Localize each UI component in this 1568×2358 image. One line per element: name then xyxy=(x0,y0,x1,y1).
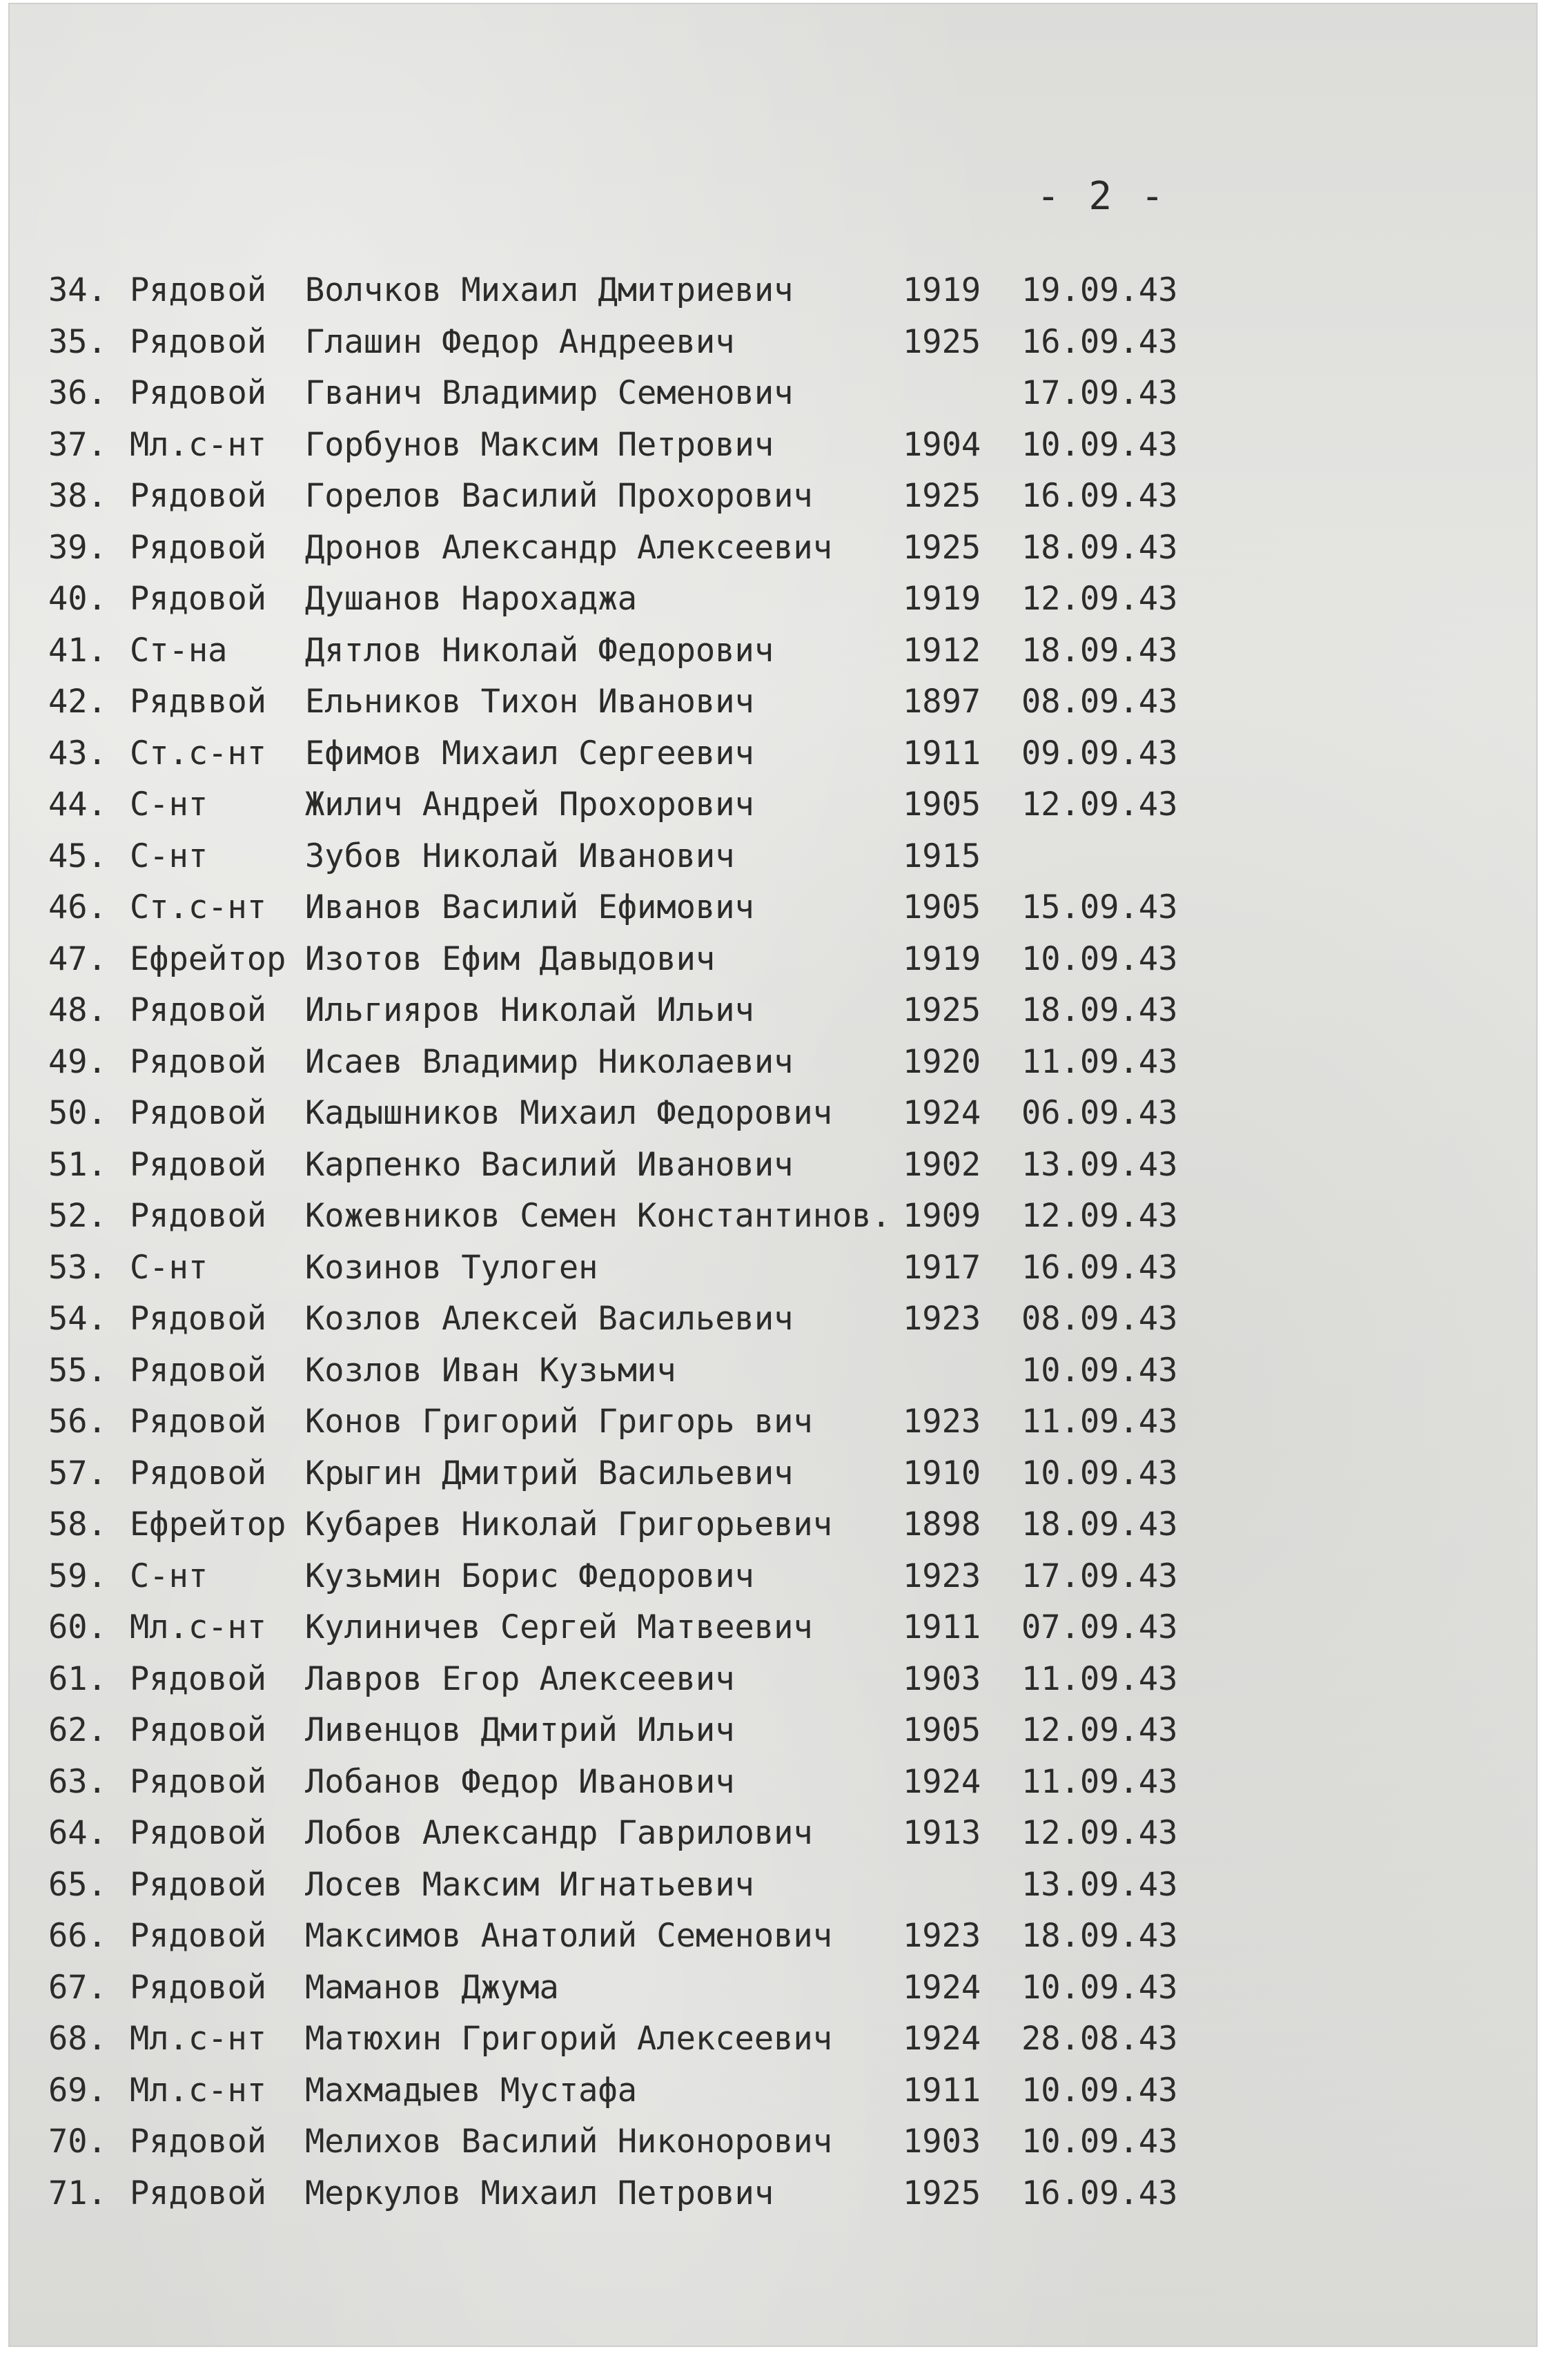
birth-year: 1925 xyxy=(903,528,981,567)
date: 10.09.43 xyxy=(1021,1968,1178,2007)
date: 12.09.43 xyxy=(1021,580,1178,618)
list-item xyxy=(48,1448,1532,1500)
rank: Ст.с-нт xyxy=(130,888,267,926)
document-page xyxy=(8,3,1538,2347)
rank: Мл.с-нт xyxy=(130,1608,267,1646)
full-name: Кулиничев Сергей Матвеевич xyxy=(305,1608,813,1646)
birth-year: 1905 xyxy=(903,786,981,824)
row-number: 56. xyxy=(48,1403,107,1441)
list-item xyxy=(48,1294,1532,1345)
birth-year: 1905 xyxy=(903,888,981,926)
list-item xyxy=(48,728,1532,780)
row-number: 53. xyxy=(48,1248,107,1287)
list-item xyxy=(48,1654,1532,1706)
date: 18.09.43 xyxy=(1021,1506,1178,1543)
birth-year: 1919 xyxy=(903,271,981,309)
full-name: Маманов Джума xyxy=(305,1968,559,2007)
rank: Ефрейтор xyxy=(130,1506,286,1543)
date: 10.09.43 xyxy=(1021,425,1178,464)
date: 11.09.43 xyxy=(1021,1762,1178,1801)
date: 17.09.43 xyxy=(1021,1557,1178,1595)
date: 10.09.43 xyxy=(1021,2071,1178,2109)
rank: Рядовой xyxy=(130,528,267,567)
rank: Рядввой xyxy=(130,683,267,721)
date: 28.08.43 xyxy=(1021,2020,1178,2058)
date: 17.09.43 xyxy=(1021,374,1178,412)
rank: Рядовой xyxy=(130,1917,267,1955)
rank: Рядовой xyxy=(130,1454,267,1492)
list-item xyxy=(48,1140,1532,1191)
full-name: Ливенцов Дмитрий Ильич xyxy=(305,1711,735,1749)
full-name: Козлов Алексей Васильевич xyxy=(305,1300,794,1338)
list-item xyxy=(48,1037,1532,1089)
row-number: 39. xyxy=(48,528,107,567)
row-number: 58. xyxy=(48,1506,107,1543)
date: 10.09.43 xyxy=(1021,939,1178,978)
date: 18.09.43 xyxy=(1021,528,1178,567)
list-item xyxy=(48,1962,1532,2014)
rank: Рядовой xyxy=(130,1968,267,2007)
list-item xyxy=(48,471,1532,523)
full-name: Максимов Анатолий Семенович xyxy=(305,1917,833,1955)
rank: Рядовой xyxy=(130,322,267,361)
rank: Рядовой xyxy=(130,1042,267,1081)
date: 08.09.43 xyxy=(1021,1300,1178,1338)
page-number: - 2 - xyxy=(1037,174,1167,219)
birth-year: 1897 xyxy=(903,683,981,721)
list-item xyxy=(48,1499,1532,1551)
full-name: Козинов Тулоген xyxy=(305,1248,598,1287)
date: 11.09.43 xyxy=(1021,1659,1178,1698)
full-name: Дронов Александр Алексеевич xyxy=(305,528,833,567)
birth-year: 1923 xyxy=(903,1917,981,1955)
row-number: 68. xyxy=(48,2020,107,2058)
row-number: 36. xyxy=(48,374,107,412)
row-number: 71. xyxy=(48,2174,107,2212)
row-number: 47. xyxy=(48,939,107,978)
date: 19.09.43 xyxy=(1021,271,1178,309)
full-name: Дятлов Николай Федорович xyxy=(305,631,774,670)
date: 16.09.43 xyxy=(1021,1248,1178,1287)
full-name: Мелихов Василий Никонорович xyxy=(305,2123,833,2161)
full-name: Волчков Михаил Дмитриевич xyxy=(305,271,794,309)
full-name: Лавров Егор Алексеевич xyxy=(305,1659,735,1698)
date: 12.09.43 xyxy=(1021,1711,1178,1749)
list-item xyxy=(48,1345,1532,1397)
birth-year: 1919 xyxy=(903,939,981,978)
list-item xyxy=(48,676,1532,728)
date: 09.09.43 xyxy=(1021,734,1178,772)
row-number: 38. xyxy=(48,477,107,515)
list-item xyxy=(48,1243,1532,1294)
list-item xyxy=(48,1757,1532,1809)
list-item xyxy=(48,2116,1532,2168)
date: 12.09.43 xyxy=(1021,1814,1178,1852)
full-name: Кожевников Семен Константинов. xyxy=(305,1197,891,1235)
rank: Ст.с-нт xyxy=(130,734,267,772)
birth-year: 1904 xyxy=(903,425,981,464)
rank: Рядовой xyxy=(130,1197,267,1235)
row-number: 48. xyxy=(48,991,107,1029)
list-item xyxy=(48,1396,1532,1448)
full-name: Изотов Ефим Давыдович xyxy=(305,939,716,978)
row-number: 43. xyxy=(48,734,107,772)
row-number: 51. xyxy=(48,1145,107,1184)
rank: С-нт xyxy=(130,1248,208,1287)
personnel-list xyxy=(48,265,1532,2219)
rank: Рядовой xyxy=(130,991,267,1029)
list-item xyxy=(48,368,1532,420)
birth-year: 1924 xyxy=(903,1762,981,1801)
full-name: Горелов Василий Прохорович xyxy=(305,477,813,515)
rank: Рядовой xyxy=(130,1145,267,1184)
list-item xyxy=(48,1088,1532,1140)
date: 13.09.43 xyxy=(1021,1145,1178,1184)
full-name: Душанов Нарохаджа xyxy=(305,580,638,618)
list-item xyxy=(48,1191,1532,1243)
date: 10.09.43 xyxy=(1021,1454,1178,1492)
list-item xyxy=(48,625,1532,677)
birth-year: 1909 xyxy=(903,1197,981,1235)
full-name: Ильгияров Николай Ильич xyxy=(305,991,754,1029)
list-item xyxy=(48,1551,1532,1603)
full-name: Жилич Андрей Прохорович xyxy=(305,786,754,824)
rank: Мл.с-нт xyxy=(130,2071,267,2109)
date: 18.09.43 xyxy=(1021,1917,1178,1955)
birth-year: 1925 xyxy=(903,322,981,361)
rank: Рядовой xyxy=(130,477,267,515)
list-item xyxy=(48,1911,1532,1962)
date: 10.09.43 xyxy=(1021,2123,1178,2161)
rank: С-нт xyxy=(130,1557,208,1595)
rank: Рядовой xyxy=(130,1659,267,1698)
row-number: 69. xyxy=(48,2071,107,2109)
list-item xyxy=(48,882,1532,934)
full-name: Зубов Николай Иванович xyxy=(305,837,735,875)
birth-year: 1911 xyxy=(903,2071,981,2109)
birth-year: 1911 xyxy=(903,734,981,772)
birth-year: 1924 xyxy=(903,1968,981,2007)
row-number: 52. xyxy=(48,1197,107,1235)
date: 08.09.43 xyxy=(1021,683,1178,721)
birth-year: 1924 xyxy=(903,1094,981,1132)
birth-year: 1924 xyxy=(903,2020,981,2058)
date: 18.09.43 xyxy=(1021,991,1178,1029)
row-number: 60. xyxy=(48,1608,107,1646)
full-name: Глашин Федор Андреевич xyxy=(305,322,735,361)
row-number: 50. xyxy=(48,1094,107,1132)
birth-year: 1925 xyxy=(903,2174,981,2212)
full-name: Лобанов Федор Иванович xyxy=(305,1762,735,1801)
list-item xyxy=(48,934,1532,986)
full-name: Крыгин Дмитрий Васильевич xyxy=(305,1454,794,1492)
date: 12.09.43 xyxy=(1021,786,1178,824)
full-name: Гванич Владимир Семенович xyxy=(305,374,794,412)
birth-year: 1911 xyxy=(903,1608,981,1646)
date: 06.09.43 xyxy=(1021,1094,1178,1132)
row-number: 63. xyxy=(48,1762,107,1801)
birth-year: 1903 xyxy=(903,2123,981,2161)
birth-year: 1902 xyxy=(903,1145,981,1184)
list-item xyxy=(48,1602,1532,1654)
full-name: Ефимов Михаил Сергеевич xyxy=(305,734,754,772)
date: 18.09.43 xyxy=(1021,631,1178,670)
row-number: 67. xyxy=(48,1968,107,2007)
birth-year: 1898 xyxy=(903,1506,981,1543)
rank: Рядовой xyxy=(130,1865,267,1904)
rank: С-нт xyxy=(130,786,208,824)
full-name: Козлов Иван Кузьмич xyxy=(305,1351,676,1390)
row-number: 57. xyxy=(48,1454,107,1492)
rank: Мл.с-нт xyxy=(130,2020,267,2058)
row-number: 70. xyxy=(48,2123,107,2161)
row-number: 54. xyxy=(48,1300,107,1338)
date: 16.09.43 xyxy=(1021,322,1178,361)
full-name: Ельников Тихон Иванович xyxy=(305,683,754,721)
row-number: 61. xyxy=(48,1659,107,1698)
date: 15.09.43 xyxy=(1021,888,1178,926)
row-number: 34. xyxy=(48,271,107,309)
date: 10.09.43 xyxy=(1021,1351,1178,1390)
date: 13.09.43 xyxy=(1021,1865,1178,1904)
rank: Ефрейтор xyxy=(130,939,286,978)
list-item xyxy=(48,317,1532,369)
full-name: Лосев Максим Игнатьевич xyxy=(305,1865,754,1904)
full-name: Кузьмин Борис Федорович xyxy=(305,1557,754,1595)
full-name: Махмадыев Мустафа xyxy=(305,2071,638,2109)
birth-year: 1910 xyxy=(903,1454,981,1492)
date: 11.09.43 xyxy=(1021,1403,1178,1441)
row-number: 55. xyxy=(48,1351,107,1390)
birth-year: 1923 xyxy=(903,1403,981,1441)
birth-year: 1923 xyxy=(903,1300,981,1338)
row-number: 49. xyxy=(48,1042,107,1081)
date: 11.09.43 xyxy=(1021,1042,1178,1081)
rank: Рядовой xyxy=(130,1094,267,1132)
row-number: 45. xyxy=(48,837,107,875)
rank: Рядовой xyxy=(130,271,267,309)
full-name: Горбунов Максим Петрович xyxy=(305,425,774,464)
list-item xyxy=(48,1808,1532,1860)
row-number: 46. xyxy=(48,888,107,926)
rank: С-нт xyxy=(130,837,208,875)
birth-year: 1920 xyxy=(903,1042,981,1081)
rank: Рядовой xyxy=(130,580,267,618)
list-item xyxy=(48,779,1532,831)
full-name: Карпенко Василий Иванович xyxy=(305,1145,794,1184)
list-item xyxy=(48,523,1532,574)
rank: Рядовой xyxy=(130,1762,267,1801)
row-number: 35. xyxy=(48,322,107,361)
rank: Ст-на xyxy=(130,631,228,670)
row-number: 37. xyxy=(48,425,107,464)
full-name: Кубарев Николай Григорьевич xyxy=(305,1506,833,1543)
row-number: 64. xyxy=(48,1814,107,1852)
list-item xyxy=(48,265,1532,317)
birth-year: 1915 xyxy=(903,837,981,875)
rank: Рядовой xyxy=(130,1351,267,1390)
date: 07.09.43 xyxy=(1021,1608,1178,1646)
full-name: Матюхин Григорий Алексеевич xyxy=(305,2020,833,2058)
full-name: Конов Григорий Григорь вич xyxy=(305,1403,813,1441)
birth-year: 1917 xyxy=(903,1248,981,1287)
date: 16.09.43 xyxy=(1021,2174,1178,2212)
list-item xyxy=(48,2065,1532,2117)
birth-year: 1925 xyxy=(903,477,981,515)
list-item xyxy=(48,2014,1532,2065)
birth-year: 1913 xyxy=(903,1814,981,1852)
row-number: 59. xyxy=(48,1557,107,1595)
full-name: Исаев Владимир Николаевич xyxy=(305,1042,794,1081)
rank: Рядовой xyxy=(130,2174,267,2212)
rank: Рядовой xyxy=(130,1403,267,1441)
row-number: 66. xyxy=(48,1917,107,1955)
birth-year: 1912 xyxy=(903,631,981,670)
birth-year: 1905 xyxy=(903,1711,981,1749)
birth-year: 1925 xyxy=(903,991,981,1029)
full-name: Кадышников Михаил Федорович xyxy=(305,1094,833,1132)
row-number: 62. xyxy=(48,1711,107,1749)
list-item xyxy=(48,831,1532,883)
date: 12.09.43 xyxy=(1021,1197,1178,1235)
rank: Мл.с-нт xyxy=(130,425,267,464)
row-number: 40. xyxy=(48,580,107,618)
rank: Рядовой xyxy=(130,1814,267,1852)
list-item xyxy=(48,420,1532,471)
birth-year: 1923 xyxy=(903,1557,981,1595)
rank: Рядовой xyxy=(130,374,267,412)
birth-year: 1903 xyxy=(903,1659,981,1698)
rank: Рядовой xyxy=(130,1711,267,1749)
full-name: Меркулов Михаил Петрович xyxy=(305,2174,774,2212)
row-number: 65. xyxy=(48,1865,107,1904)
list-item xyxy=(48,574,1532,625)
list-item xyxy=(48,1705,1532,1757)
birth-year: 1919 xyxy=(903,580,981,618)
row-number: 44. xyxy=(48,786,107,824)
row-number: 41. xyxy=(48,631,107,670)
list-item xyxy=(48,985,1532,1037)
full-name: Иванов Василий Ефимович xyxy=(305,888,754,926)
rank: Рядовой xyxy=(130,1300,267,1338)
rank: Рядовой xyxy=(130,2123,267,2161)
date: 16.09.43 xyxy=(1021,477,1178,515)
full-name: Лобов Александр Гаврилович xyxy=(305,1814,813,1852)
list-item xyxy=(48,1860,1532,1911)
row-number: 42. xyxy=(48,683,107,721)
list-item xyxy=(48,2168,1532,2220)
